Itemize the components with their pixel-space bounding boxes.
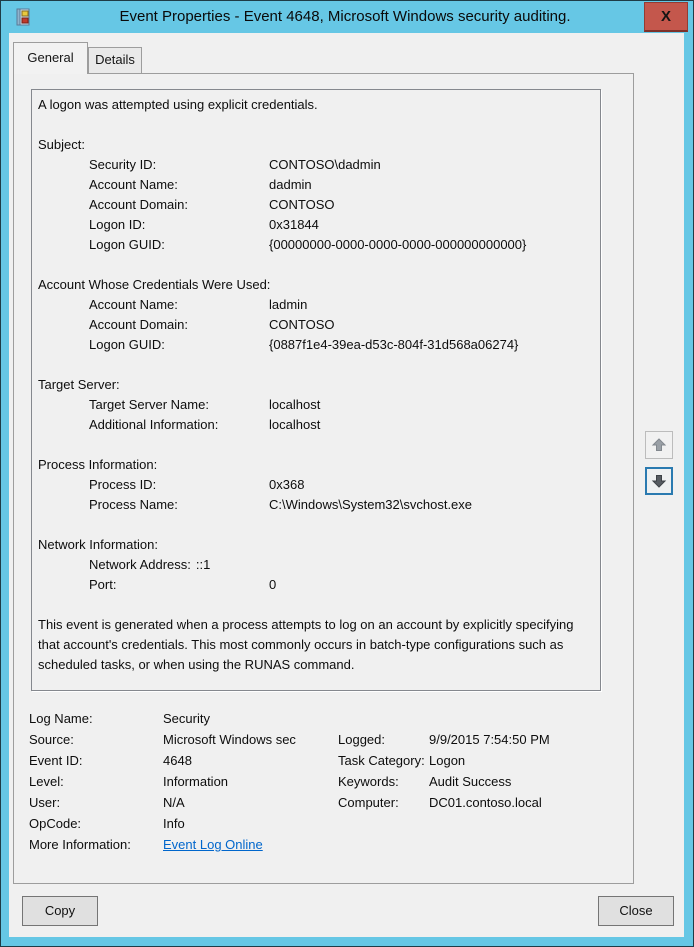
section-target-server: Target Server: — [38, 377, 120, 392]
kv-row: Account Name: ladmin — [89, 297, 308, 312]
kv-value: {0887f1e4-39ea-d53c-804f-31d568a06274} — [269, 337, 519, 352]
kv-value: C:\Windows\System32\svchost.exe — [269, 497, 473, 512]
kv-row: Process Name: C:\Windows\System32\svchost.exe — [89, 497, 473, 512]
blank-line — [38, 435, 594, 455]
event-id-value: 4648 — [163, 753, 192, 768]
window-title: Event Properties - Event 4648, Microsoft Windows security auditing. — [119, 8, 571, 25]
level-value: Information — [163, 774, 229, 789]
kv-row: Logon GUID: {0887f1e4-39ea-d53c-804f-31d568a06274} — [89, 337, 519, 352]
summary-right-column — [338, 729, 624, 813]
kv-row: Port: 0 — [89, 577, 277, 592]
description-line: A logon was attempted using explicit credentials. — [38, 97, 318, 112]
summary-row-keywords: Keywords: Audit Success — [338, 771, 624, 792]
kv-value: 0 — [269, 577, 277, 592]
summary-row-user: User: N/A — [29, 792, 335, 813]
event-viewer-icon — [14, 8, 32, 26]
kv-value: ::1 — [195, 557, 211, 572]
kv-value: localhost — [269, 397, 321, 412]
section-network-info: Network Information: — [38, 537, 158, 552]
kv-value: 0x31844 — [269, 217, 319, 232]
kv-row: Account Name: dadmin — [89, 177, 312, 192]
kv-value: {00000000-0000-0000-0000-000000000000} — [269, 237, 527, 252]
summary-row-source: Source: Microsoft Windows sec — [29, 729, 335, 750]
next-event-button[interactable] — [645, 467, 673, 495]
close-button[interactable]: Close — [598, 896, 674, 926]
summary-row-level: Level: Information — [29, 771, 335, 792]
user-value: N/A — [163, 795, 185, 810]
kv-row-inline: Network Address: ::1 — [89, 557, 211, 572]
summary-row-logged: Logged: 9/9/2015 7:54:50 PM — [338, 729, 624, 750]
section-account-used: Account Whose Credentials Were Used: — [38, 277, 271, 292]
kv-value: 0x368 — [269, 477, 305, 492]
arrow-down-icon — [651, 473, 667, 489]
kv-value: localhost — [269, 417, 321, 432]
summary-left-column — [29, 708, 335, 855]
tab-details[interactable]: Details — [88, 47, 142, 74]
title-bar[interactable] — [1, 1, 693, 33]
window-close-button[interactable]: X — [644, 2, 688, 32]
kv-row: Additional Information: localhost — [89, 417, 321, 432]
arrow-up-icon — [651, 437, 667, 453]
general-tab-page — [13, 73, 634, 884]
section-subject: Subject: — [38, 137, 85, 152]
keywords-value: Audit Success — [429, 774, 512, 789]
event-explanation-paragraph: This event is generated when a process attempts to log on an account by explicitly specifying that account's credentials. This most commonly occurs in batch-type configurations such as scheduled tasks, or when using the RUNAS command. — [38, 617, 574, 672]
opcode-value: Info — [163, 816, 185, 831]
summary-row-computer: Computer: DC01.contoso.local — [338, 792, 624, 813]
kv-row: Account Domain: CONTOSO — [89, 317, 335, 332]
kv-row: Account Domain: CONTOSO — [89, 197, 335, 212]
log-name-value: Security — [163, 711, 210, 726]
section-process-info: Process Information: — [38, 457, 158, 472]
blank-line — [38, 515, 594, 535]
previous-event-button[interactable] — [645, 431, 673, 459]
summary-row-more-information: More Information: Event Log Online — [29, 837, 263, 852]
kv-row: Logon ID: 0x31844 — [89, 217, 319, 232]
blank-line — [38, 355, 594, 375]
summary-row-log-name: Log Name: Security — [29, 708, 335, 729]
kv-row: Process ID: 0x368 — [89, 477, 305, 492]
kv-value: ladmin — [269, 297, 308, 312]
kv-value: CONTOSO\dadmin — [269, 157, 381, 172]
kv-value: CONTOSO — [269, 197, 335, 212]
blank-line — [38, 595, 594, 615]
kv-value: dadmin — [269, 177, 312, 192]
summary-row-event-id: Event ID: 4648 — [29, 750, 335, 771]
tab-general[interactable]: General — [13, 42, 88, 74]
dialog-body — [9, 33, 684, 937]
logged-value: 9/9/2015 7:54:50 PM — [429, 732, 550, 747]
copy-button[interactable]: Copy — [22, 896, 98, 926]
source-value: Microsoft Windows sec — [163, 732, 296, 747]
summary-row-task-category: Task Category: Logon — [338, 750, 624, 771]
kv-row: Security ID: CONTOSO\dadmin — [89, 157, 381, 172]
event-log-online-link[interactable]: Event Log Online — [163, 837, 263, 852]
kv-row: Logon GUID: {00000000-0000-0000-0000-000000000000} — [89, 237, 527, 252]
computer-value: DC01.contoso.local — [429, 795, 542, 810]
kv-row: Target Server Name: localhost — [89, 397, 321, 412]
summary-row-opcode: OpCode: Info — [29, 813, 335, 834]
task-category-value: Logon — [429, 753, 466, 768]
kv-value: CONTOSO — [269, 317, 335, 332]
